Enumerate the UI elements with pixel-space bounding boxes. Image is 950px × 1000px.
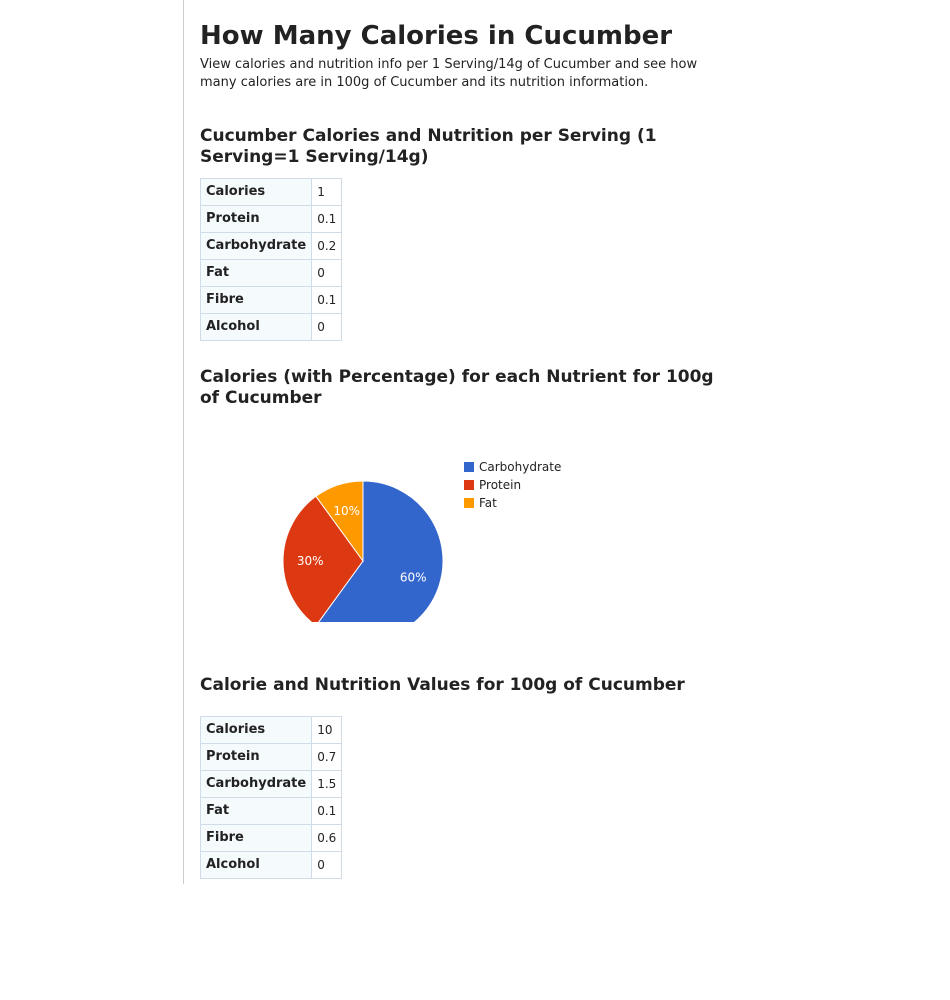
per100-heading: Calorie and Nutrition Values for 100g of Cucumber bbox=[200, 675, 685, 695]
nutrient-value: 0 bbox=[312, 852, 342, 879]
main-content bbox=[200, 20, 720, 872]
table-row bbox=[201, 717, 342, 744]
pie-slice-label: 60% bbox=[399, 570, 427, 585]
legend-label: Fat bbox=[479, 496, 497, 510]
legend-item-carbohydrate bbox=[464, 458, 561, 476]
legend-swatch bbox=[464, 462, 474, 472]
nutrient-label: Carbohydrate bbox=[201, 771, 312, 798]
nutrient-value: 0 bbox=[312, 260, 342, 287]
page-divider bbox=[183, 0, 184, 884]
legend-item-fat bbox=[464, 494, 561, 512]
pie-slice-label: 30% bbox=[296, 554, 324, 568]
nutrient-label: Fat bbox=[201, 798, 312, 825]
table-row bbox=[201, 233, 342, 260]
legend-swatch bbox=[464, 480, 474, 490]
nutrient-label: Fibre bbox=[201, 287, 312, 314]
legend-label: Protein bbox=[479, 478, 522, 492]
table-row bbox=[201, 206, 342, 233]
table-row bbox=[201, 287, 342, 314]
table-row bbox=[201, 825, 342, 852]
page-title: How Many Calories in Cucumber bbox=[200, 21, 673, 51]
table-row bbox=[201, 744, 342, 771]
nutrient-value: 1 bbox=[312, 179, 342, 206]
nutrient-value: 0.7 bbox=[312, 744, 342, 771]
nutrient-label: Calories bbox=[201, 179, 312, 206]
nutrient-label: Protein bbox=[201, 744, 312, 771]
nutrient-value: 1.5 bbox=[312, 771, 342, 798]
nutrient-label: Alcohol bbox=[201, 852, 312, 879]
table-row bbox=[201, 314, 342, 341]
legend-label: Carbohydrate bbox=[479, 460, 562, 474]
nutrient-label: Fibre bbox=[201, 825, 312, 852]
table-row bbox=[201, 260, 342, 287]
legend-item-protein bbox=[464, 476, 561, 494]
nutrient-label: Fat bbox=[201, 260, 312, 287]
legend-swatch bbox=[464, 498, 474, 508]
nutrient-value: 0.1 bbox=[312, 798, 342, 825]
table-row bbox=[201, 771, 342, 798]
nutrient-value: 0.6 bbox=[312, 825, 342, 852]
nutrient-label: Calories bbox=[201, 717, 312, 744]
table-row bbox=[201, 179, 342, 206]
table-row bbox=[201, 852, 342, 879]
nutrient-value: 0.1 bbox=[312, 206, 342, 233]
intro-text: View calories and nutrition info per 1 Serving/14g of Cucumber and see how many calories are in 100g of Cucumber and its nutrition information. bbox=[200, 57, 698, 90]
nutrient-value: 0.2 bbox=[312, 233, 342, 260]
nutrient-pie-chart bbox=[280, 452, 450, 622]
per100-nutrition-table bbox=[200, 716, 342, 879]
nutrient-label: Protein bbox=[201, 206, 312, 233]
nutrient-label: Carbohydrate bbox=[201, 233, 312, 260]
table-row bbox=[201, 798, 342, 825]
serving-heading: Cucumber Calories and Nutrition per Serving (1 Serving=1 Serving/14g) bbox=[200, 126, 657, 167]
chart-heading: Calories (with Percentage) for each Nutrient for 100g of Cucumber bbox=[200, 367, 714, 408]
serving-nutrition-table bbox=[200, 178, 342, 341]
nutrient-value: 10 bbox=[312, 717, 342, 744]
nutrient-label: Alcohol bbox=[201, 314, 312, 341]
nutrient-value: 0 bbox=[312, 314, 342, 341]
chart-legend bbox=[464, 458, 561, 512]
pie-slice-label: 10% bbox=[333, 503, 361, 518]
nutrient-value: 0.1 bbox=[312, 287, 342, 314]
